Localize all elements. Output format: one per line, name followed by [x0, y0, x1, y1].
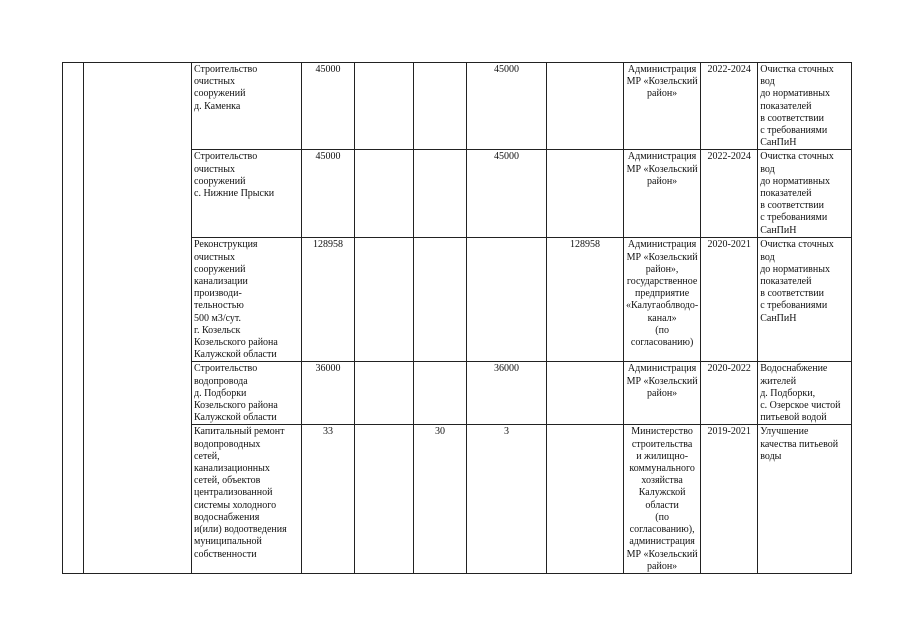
amount-federal-cell — [355, 150, 414, 238]
program-table — [62, 62, 852, 574]
amount-regional-cell — [414, 362, 467, 425]
amount-federal-cell — [355, 425, 414, 573]
row-number-cell — [63, 63, 84, 574]
result-cell — [758, 150, 852, 238]
amount-total: 45000 — [315, 64, 341, 75]
executor: Министерство строительства и жилищно- коммунального хозяйства Калужской области (по согласованию), администрация МР «Козельский район» — [626, 426, 698, 572]
result-cell — [758, 238, 852, 362]
executor: Администрация МР «Козельский район» — [626, 363, 698, 399]
amount-local-cell: 3 — [467, 425, 547, 573]
executor: Администрация МР «Козельский район», государственное предприятие «Калугаоблводо- канал» (по согласованию) — [626, 239, 699, 349]
amount-other-cell: 128958 — [547, 238, 624, 362]
period-cell — [701, 238, 758, 362]
amount-total-cell — [302, 238, 355, 362]
amount-regional-cell: 30 — [414, 425, 467, 573]
result: Улучшение качества питьевой воды — [760, 426, 839, 462]
event-name: Капитальный ремонт водопроводных сетей, канализационных сетей, объектов централизованной системы холодного водоснабжения и(или) водоотведения муниципальной собственности — [194, 426, 287, 560]
period: 2022-2024 — [707, 64, 751, 75]
period-cell — [701, 63, 758, 150]
amount-total: 45000 — [315, 151, 341, 163]
period: 2019-2021 — [707, 426, 751, 438]
period: 2020-2022 — [707, 363, 751, 375]
amount-other-cell — [547, 63, 624, 150]
amount-other-cell — [547, 425, 624, 573]
period: 2020-2021 — [707, 239, 751, 251]
section-cell — [84, 63, 192, 574]
amount-total: 36000 — [315, 363, 341, 375]
result: Очистка сточных вод до нормативных показателей в соответствии с требованиями СанПиН — [760, 64, 834, 149]
amount-total-cell — [302, 150, 355, 238]
amount-total-cell — [302, 425, 355, 573]
event-name: Строительство очистных сооружений с. Нижние Прыски — [194, 151, 275, 200]
period-cell — [701, 425, 758, 573]
event-name-cell — [192, 362, 302, 425]
executor-cell — [624, 150, 701, 238]
executor-cell — [624, 63, 701, 150]
executor-cell — [624, 362, 701, 425]
period-cell — [701, 150, 758, 238]
amount-local-cell — [467, 238, 547, 362]
amount-total-cell — [302, 362, 355, 425]
period: 2022-2024 — [707, 151, 751, 163]
amount-regional-cell — [414, 63, 467, 150]
executor-cell — [624, 238, 701, 362]
executor: Администрация МР «Козельский район» — [626, 64, 698, 100]
event-name-cell — [192, 150, 302, 238]
amount-regional-cell — [414, 238, 467, 362]
amount-other-cell — [547, 150, 624, 238]
event-name-cell — [192, 238, 302, 362]
amount-regional-cell — [414, 150, 467, 238]
amount-total: 128958 — [313, 239, 343, 251]
amount-total: 33 — [323, 426, 333, 438]
amount-local-cell: 36000 — [467, 362, 547, 425]
result: Очистка сточных вод до нормативных показателей в соответствии с требованиями СанПиН — [760, 239, 834, 324]
event-name-cell — [192, 425, 302, 573]
amount-federal-cell — [355, 238, 414, 362]
executor: Администрация МР «Козельский район» — [626, 151, 698, 187]
result-cell — [758, 362, 852, 425]
event-name: Строительство очистных сооружений д. Каменка — [194, 64, 258, 112]
amount-federal-cell — [355, 63, 414, 150]
result: Водоснабжение жителей д. Подборки, с. Озерское чистой питьевой водой — [760, 363, 841, 424]
table-row — [63, 63, 852, 150]
event-name: Реконструкция очистных сооружений канализации производи- тельностью 500 м3/сут. г. Козельск Козельского района Калужской области — [194, 239, 278, 361]
result: Очистка сточных вод до нормативных показателей в соответствии с требованиями СанПиН — [760, 151, 834, 236]
amount-local-cell: 45000 — [467, 150, 547, 238]
amount-local-cell: 45000 — [467, 63, 547, 150]
event-name-cell — [192, 63, 302, 150]
result-cell — [758, 63, 852, 150]
result-cell — [758, 425, 852, 573]
period-cell — [701, 362, 758, 425]
event-name: Строительство водопровода д. Подборки Козельского района Калужской области — [194, 363, 278, 424]
executor-cell — [624, 425, 701, 573]
amount-federal-cell — [355, 362, 414, 425]
amount-total-cell — [302, 63, 355, 150]
amount-other-cell — [547, 362, 624, 425]
